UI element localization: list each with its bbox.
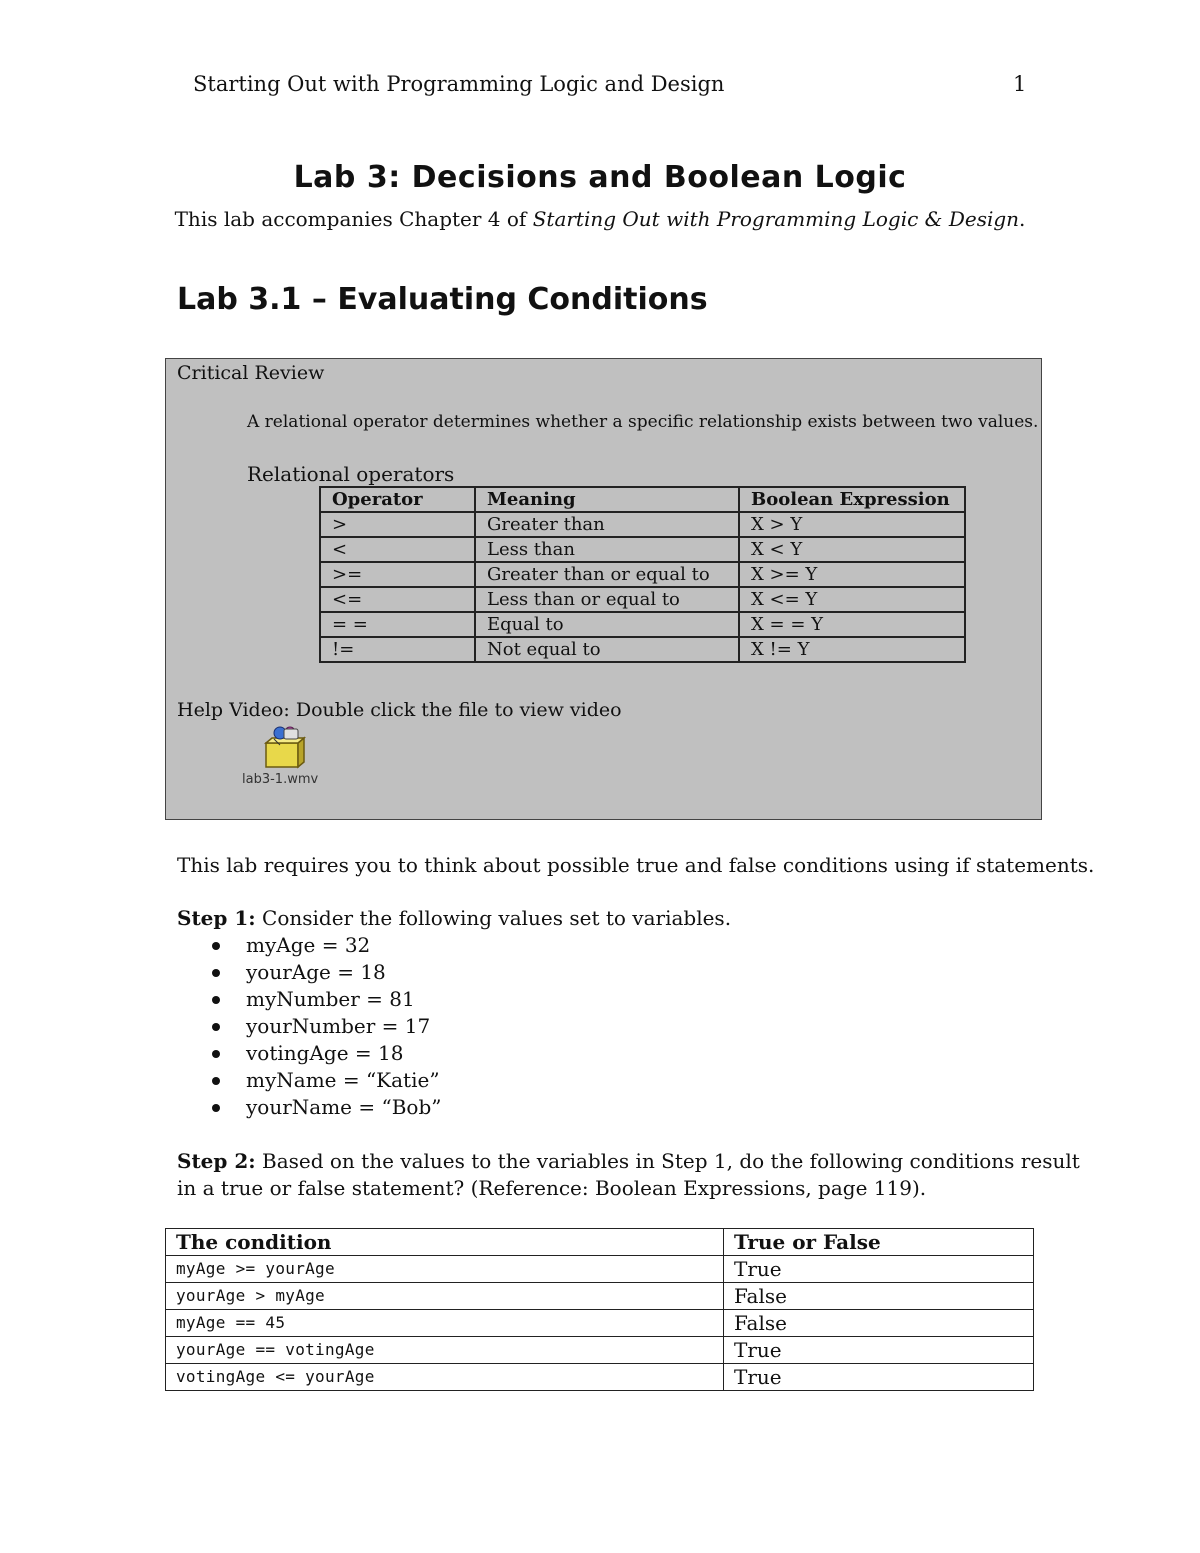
meaning-cell: Less than or equal to: [475, 587, 739, 612]
variable-text: yourAge = 18: [246, 960, 386, 984]
table-row: [320, 512, 965, 537]
running-header-title: Starting Out with Programming Logic and Design: [193, 72, 725, 96]
operator-cell: !=: [320, 637, 475, 662]
meaning-cell: Less than: [475, 537, 739, 562]
list-item: [204, 959, 441, 986]
relational-operators-table: [319, 486, 966, 663]
lab-subtitle: [0, 207, 1200, 231]
critical-review-box: [165, 358, 1042, 820]
list-item: [204, 1067, 441, 1094]
variable-text: yourName = “Bob”: [246, 1095, 442, 1119]
step-2-text-line1: Based on the values to the variables in Step 1, do the following conditions result: [255, 1149, 1080, 1173]
bullet-icon: [212, 1023, 220, 1031]
variable-text: myNumber = 81: [246, 987, 415, 1011]
column-header: Boolean Expression: [739, 487, 965, 512]
subtitle-prefix: This lab accompanies Chapter 4 of: [174, 207, 533, 231]
list-item: [204, 1094, 441, 1121]
table-row: [166, 1256, 1034, 1283]
package-file-icon[interactable]: [260, 725, 308, 769]
bullet-icon: [212, 1077, 220, 1085]
intro-paragraph: This lab requires you to think about possible true and false conditions using if statements.: [177, 853, 1095, 877]
table-row: [166, 1310, 1034, 1337]
bullet-icon: [212, 942, 220, 950]
variable-text: yourNumber = 17: [246, 1014, 431, 1038]
section-heading: Lab 3.1 – Evaluating Conditions: [177, 282, 708, 317]
expression-cell: X != Y: [739, 637, 965, 662]
step-1: [177, 905, 731, 932]
step-1-label: Step 1:: [177, 906, 256, 930]
table-header-row: [320, 487, 965, 512]
column-header: True or False: [724, 1229, 1034, 1256]
bullet-icon: [212, 996, 220, 1004]
operator-cell: <=: [320, 587, 475, 612]
operator-cell: <: [320, 537, 475, 562]
lab-title: Lab 3: Decisions and Boolean Logic: [293, 160, 907, 195]
result-cell[interactable]: False: [724, 1310, 1034, 1337]
bullet-icon: [212, 969, 220, 977]
expression-cell: X <= Y: [739, 587, 965, 612]
video-file-name[interactable]: lab3-1.wmv: [242, 772, 319, 787]
subtitle-suffix: .: [1019, 207, 1026, 231]
step-2: [177, 1148, 1080, 1202]
expression-cell: X = = Y: [739, 612, 965, 637]
list-item: [204, 1013, 441, 1040]
list-item: [204, 986, 441, 1013]
step-2-text-line2: in a true or false statement? (Reference: Boolean Expressions, page 119).: [177, 1176, 927, 1200]
list-item: [204, 932, 441, 959]
variable-text: myName = “Katie”: [246, 1068, 440, 1092]
operator-cell: >: [320, 512, 475, 537]
page-number: 1: [1013, 72, 1027, 96]
list-item: [204, 1040, 441, 1067]
result-cell[interactable]: False: [724, 1283, 1034, 1310]
table-row: [320, 612, 965, 637]
condition-cell: yourAge > myAge: [166, 1283, 724, 1310]
step-2-label: Step 2:: [177, 1149, 256, 1173]
conditions-table: [165, 1228, 1034, 1391]
condition-cell: myAge == 45: [166, 1310, 724, 1337]
subtitle-book: Starting Out with Programming Logic & Design: [532, 207, 1020, 231]
column-header: Operator: [320, 487, 475, 512]
operator-cell: = =: [320, 612, 475, 637]
column-header: Meaning: [475, 487, 739, 512]
bullet-icon: [212, 1050, 220, 1058]
result-cell[interactable]: True: [724, 1337, 1034, 1364]
bullet-icon: [212, 1104, 220, 1112]
result-cell[interactable]: True: [724, 1256, 1034, 1283]
step-1-text: Consider the following values set to variables.: [255, 906, 732, 930]
expression-cell: X >= Y: [739, 562, 965, 587]
operator-cell: >=: [320, 562, 475, 587]
table-row: [166, 1283, 1034, 1310]
meaning-cell: Equal to: [475, 612, 739, 637]
relational-operators-heading: Relational operators: [247, 462, 455, 486]
table-row: [320, 537, 965, 562]
result-cell[interactable]: True: [724, 1364, 1034, 1391]
table-row: [320, 562, 965, 587]
variable-text: myAge = 32: [246, 933, 371, 957]
expression-cell: X > Y: [739, 512, 965, 537]
relational-operator-definition: A relational operator determines whether a specific relationship exists between two values.: [247, 412, 1039, 432]
variable-list: [204, 932, 441, 1121]
condition-cell: votingAge <= yourAge: [166, 1364, 724, 1391]
condition-cell: yourAge == votingAge: [166, 1337, 724, 1364]
meaning-cell: Not equal to: [475, 637, 739, 662]
meaning-cell: Greater than: [475, 512, 739, 537]
table-header-row: [166, 1229, 1034, 1256]
expression-cell: X < Y: [739, 537, 965, 562]
help-video-text: Help Video: Double click the file to view video: [177, 699, 622, 721]
table-row: [320, 587, 965, 612]
table-row: [166, 1337, 1034, 1364]
meaning-cell: Greater than or equal to: [475, 562, 739, 587]
table-row: [320, 637, 965, 662]
condition-cell: myAge >= yourAge: [166, 1256, 724, 1283]
table-row: [166, 1364, 1034, 1391]
column-header: The condition: [166, 1229, 724, 1256]
critical-review-label: Critical Review: [177, 362, 325, 384]
variable-text: votingAge = 18: [246, 1041, 404, 1065]
